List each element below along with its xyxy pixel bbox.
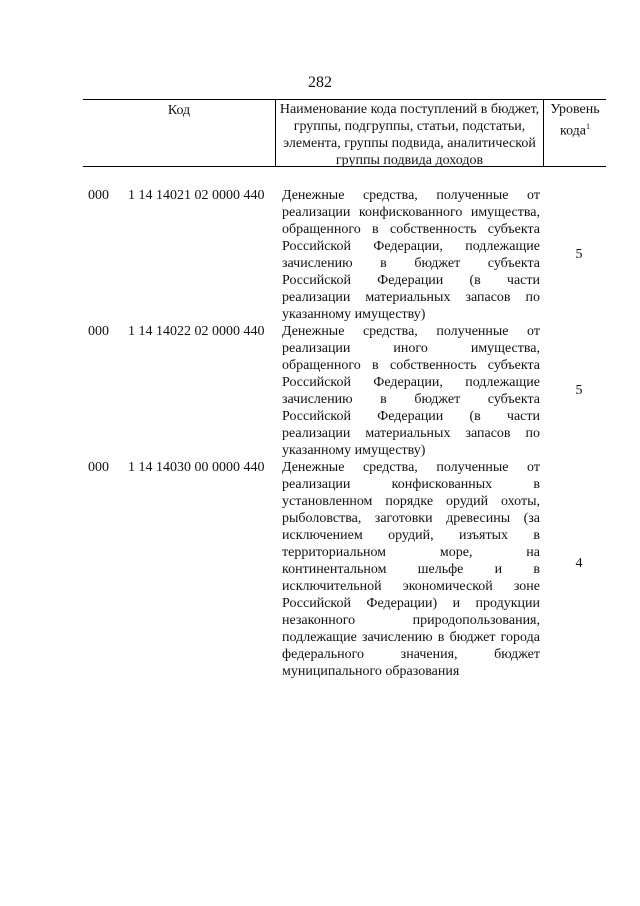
row-name: Денежные средства, полученные от реализации иного имущества, обращенного в собственность субъекта Российской Федерации, подлежащие зачислению в бюджет субъекта Российской Федерации (в части реализации материальных запасов по указанному имуществу) xyxy=(282,324,540,458)
row-code: 1 14 14022 02 0000 440 xyxy=(128,324,265,339)
row-name: Денежные средства, полученные от реализации конфискованных в установленном порядке орудий охоты, рыболовства, заготовки древесины (за исключением орудий, изъятых в территориальном море, на континентальном шельфе и в исключительной экономической зоне Российской Федерации) и продукции незаконного природопользования, подлежащие зачислению в бюджет города федерального значения, бюджет муниципального образования xyxy=(282,460,540,679)
header-level-footnote: 1 xyxy=(586,122,591,131)
header-name: Наименование кода поступлений в бюджет, группы, подгруппы, статьи, подстатьи, элемента, группы подвида, аналитической группы подвида доходов xyxy=(276,100,544,166)
row-admin-code: 000 xyxy=(88,460,109,475)
row-admin-code: 000 xyxy=(88,188,109,203)
row-code: 1 14 14030 00 0000 440 xyxy=(128,460,265,475)
row-level: 5 xyxy=(575,383,583,398)
row-name: Денежные средства, полученные от реализации конфискованного имущества, обращенного в собственность субъекта Российской Федерации, подлежащие зачислению в бюджет субъекта Российской Федерации (в части реализации материальных запасов по указанному имуществу) xyxy=(282,188,540,322)
row-level: 4 xyxy=(575,556,583,571)
row-admin-code: 000 xyxy=(88,324,109,339)
header-code: Код xyxy=(83,100,276,166)
row-code: 1 14 14021 02 0000 440 xyxy=(128,188,265,203)
row-level: 5 xyxy=(575,247,583,262)
table-header xyxy=(83,99,606,167)
page-number: 282 xyxy=(308,74,332,91)
header-level xyxy=(544,100,606,166)
header-level-label: Уровень кода xyxy=(550,102,600,139)
